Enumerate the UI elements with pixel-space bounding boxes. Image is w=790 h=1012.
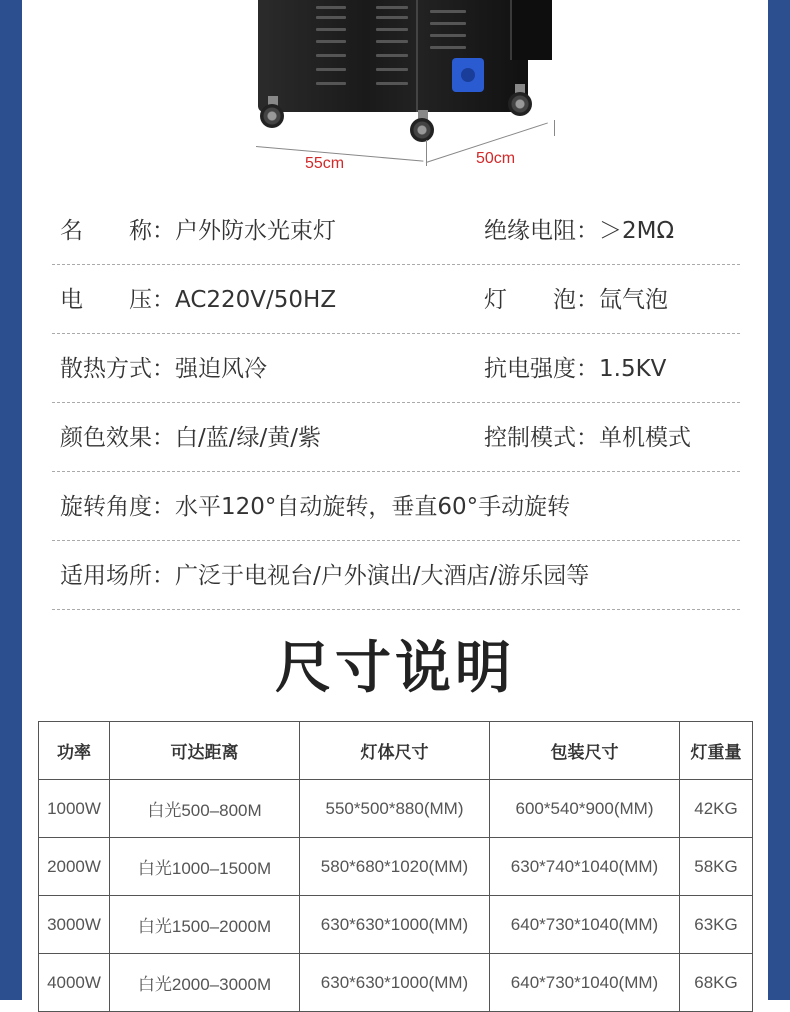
spec-row — [52, 334, 740, 403]
spec-row — [52, 472, 740, 541]
header-body-size: 灯体尺寸 — [300, 722, 490, 780]
cell-power: 1000W — [39, 780, 110, 838]
spec-control-mode: 控制模式：单机模式 — [484, 425, 691, 451]
cell-body-size: 630*630*1000(MM) — [300, 896, 490, 954]
spec-applicable-venues: 适用场所：广泛于电视台/户外演出/大酒店/游乐园等 — [60, 563, 590, 589]
cell-package-size: 630*740*1040(MM) — [490, 838, 680, 896]
cell-range: 白光2000–3000M — [110, 954, 300, 1012]
cell-weight: 63KG — [680, 896, 753, 954]
cell-power: 4000W — [39, 954, 110, 1012]
header-package-size: 包装尺寸 — [490, 722, 680, 780]
spec-name: 名 称：户外防水光束灯 — [60, 218, 336, 244]
header-range: 可达距离 — [110, 722, 300, 780]
caster-wheel-icon — [508, 92, 532, 116]
vent-slot — [316, 68, 346, 71]
vent-slot — [376, 82, 408, 85]
spec-list — [52, 196, 740, 610]
spec-insulation-resistance: 绝缘电阻：＞2MΩ — [484, 218, 675, 244]
depth-label: 50cm — [476, 150, 516, 167]
light-cabinet — [258, 0, 528, 112]
cell-range: 白光500–800M — [110, 780, 300, 838]
cell-range: 白光1000–1500M — [110, 838, 300, 896]
table-row — [39, 780, 753, 838]
dimension-tick — [554, 120, 555, 136]
header-power: 功率 — [39, 722, 110, 780]
table-row — [39, 896, 753, 954]
cell-body-size: 630*630*1000(MM) — [300, 954, 490, 1012]
section-title: 尺寸说明 — [275, 636, 515, 701]
vent-slot — [316, 54, 346, 57]
cell-package-size: 640*730*1040(MM) — [490, 896, 680, 954]
spec-row — [52, 403, 740, 472]
cell-weight: 42KG — [680, 780, 753, 838]
vent-slot — [316, 16, 346, 19]
vent-slot — [430, 34, 466, 37]
spec-row — [52, 196, 740, 265]
spec-cooling: 散热方式：强迫风冷 — [60, 356, 267, 382]
panel-divider — [416, 0, 418, 112]
width-label: 55cm — [305, 155, 345, 172]
spec-bulb: 灯 泡：氙气泡 — [484, 287, 668, 313]
cell-power: 2000W — [39, 838, 110, 896]
side-door — [510, 0, 552, 60]
size-table — [38, 721, 753, 1012]
power-socket-icon — [452, 58, 484, 92]
vent-slot — [316, 28, 346, 31]
spec-row — [52, 265, 740, 334]
cell-body-size: 580*680*1020(MM) — [300, 838, 490, 896]
cell-power: 3000W — [39, 896, 110, 954]
vent-slot — [376, 40, 408, 43]
left-border — [0, 0, 22, 1000]
product-image — [230, 0, 570, 190]
vent-slot — [430, 10, 466, 13]
cell-package-size: 640*730*1040(MM) — [490, 954, 680, 1012]
spec-rotation-angle: 旋转角度：水平120°自动旋转，垂直60°手动旋转 — [60, 494, 571, 520]
spec-voltage: 电 压：AC220V/50HZ — [60, 287, 337, 313]
vent-slot — [376, 68, 408, 71]
cell-weight: 68KG — [680, 954, 753, 1012]
caster-wheel-icon — [410, 118, 434, 142]
table-header-row — [39, 722, 753, 780]
spec-color-effect: 颜色效果：白/蓝/绿/黄/紫 — [60, 425, 321, 451]
cell-range: 白光1500–2000M — [110, 896, 300, 954]
vent-slot — [430, 46, 466, 49]
cell-package-size: 600*540*900(MM) — [490, 780, 680, 838]
vent-slot — [316, 6, 346, 9]
vent-slot — [376, 28, 408, 31]
right-border — [768, 0, 790, 1000]
spec-row — [52, 541, 740, 610]
table-row — [39, 954, 753, 1012]
cell-weight: 58KG — [680, 838, 753, 896]
header-weight: 灯重量 — [680, 722, 753, 780]
vent-slot — [316, 40, 346, 43]
table-row — [39, 838, 753, 896]
dimension-tick — [426, 140, 427, 166]
caster-wheel-icon — [260, 104, 284, 128]
vent-slot — [376, 16, 408, 19]
vent-slot — [376, 54, 408, 57]
vent-slot — [430, 22, 466, 25]
vent-slot — [316, 82, 346, 85]
cell-body-size: 550*500*880(MM) — [300, 780, 490, 838]
vent-slot — [376, 6, 408, 9]
spec-dielectric-strength: 抗电强度：1.5KV — [484, 356, 667, 382]
